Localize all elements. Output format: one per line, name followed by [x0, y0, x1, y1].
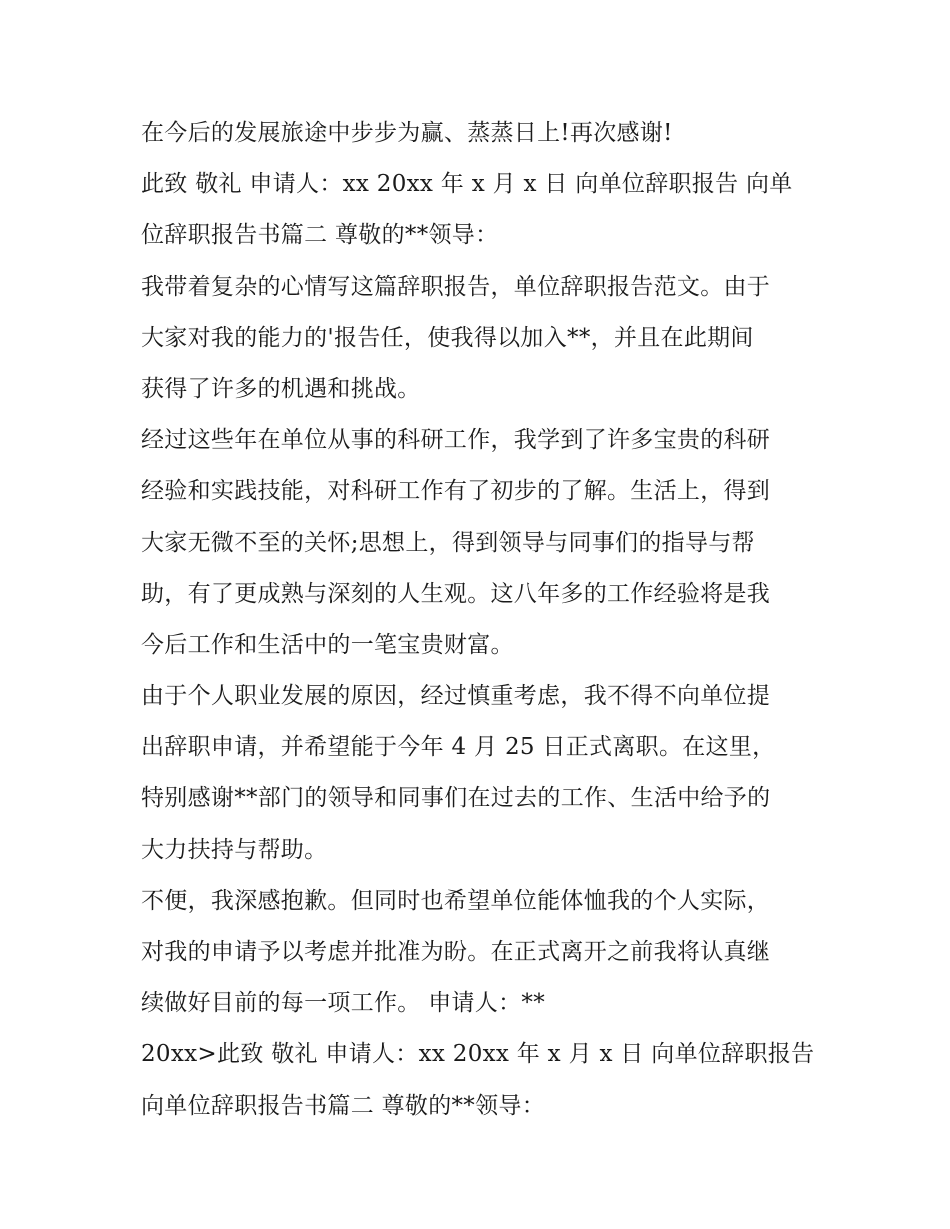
text-line-8: 经验和实践技能，对科研工作有了初步的了解。生活上，得到: [141, 478, 771, 505]
text-line-2: 此致 敬礼 申请人：xx 20xx 年 x 月 x 日 向单位辞职报告 向单: [141, 171, 793, 198]
text-line-12: 由于个人职业发展的原因，经过慎重考虑，我不得不向单位提: [141, 683, 771, 710]
text-line-18: 续做好目前的每一项工作。 申请人：**: [141, 990, 546, 1017]
text-line-17: 对我的申请予以考虑并批准为盼。在正式离开之前我将认真继: [141, 939, 771, 965]
document-body: [141, 108, 821, 1132]
text-line-5: 大家对我的能力的'报告任，使我得以加入**，并且在此期间: [141, 324, 754, 351]
text-line-6: 获得了许多的机遇和挑战。: [141, 375, 421, 402]
text-line-19: 20xx>此致 敬礼 申请人：xx 20xx 年 x 月 x 日 向单位辞职报告: [141, 1041, 815, 1068]
text-line-10: 助，有了更成熟与深刻的人生观。这八年多的工作经验将是我: [141, 580, 771, 607]
text-line-20: 向单位辞职报告书篇二 尊敬的**领导：: [141, 1092, 546, 1119]
text-line-14: 特别感谢**部门的领导和同事们在过去的工作、生活中给予的: [141, 785, 771, 812]
text-line-15: 大力扶持与帮助。: [141, 836, 328, 863]
text-line-16: 不便，我深感抱歉。但同时也希望单位能体恤我的个人实际，: [141, 887, 771, 914]
text-line-13: 出辞职申请，并希望能于今年 4 月 25 日正式离职。在这里，: [141, 734, 776, 761]
text-line-3: 位辞职报告书篇二 尊敬的**领导：: [141, 222, 499, 249]
text-line-11: 今后工作和生活中的一笔宝贵财富。: [141, 631, 514, 658]
text-line-1: 在今后的发展旅途中步步为赢、蒸蒸日上!再次感谢!: [141, 120, 673, 146]
text-line-9: 大家无微不至的关怀;思想上，得到领导与同事们的指导与帮: [141, 529, 755, 556]
text-line-7: 经过这些年在单位从事的科研工作，我学到了许多宝贵的科研: [141, 427, 771, 454]
text-line-4: 我带着复杂的心情写这篇辞职报告，单位辞职报告范文。由于: [141, 273, 771, 300]
